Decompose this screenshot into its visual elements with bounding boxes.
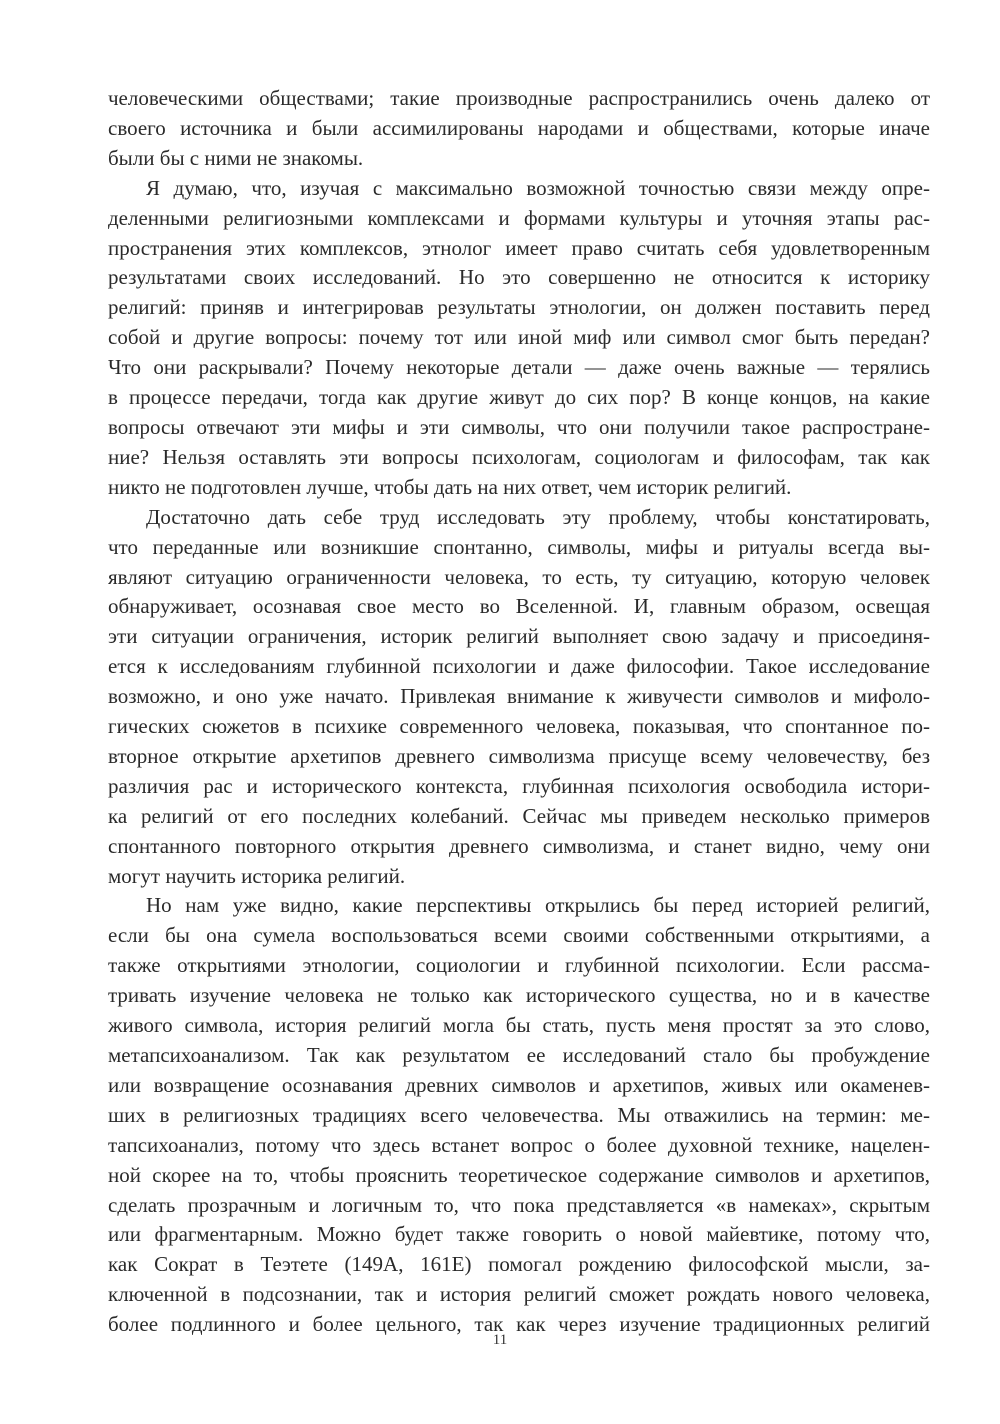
text-line: вопросы отвечают эти мифы и эти символы, что они получили такое распростране- bbox=[108, 414, 930, 439]
text-line: живого символа, история религий могла бы стать, пусть меня простят за это слово, bbox=[108, 1013, 930, 1038]
paragraph bbox=[108, 891, 930, 1340]
paragraph bbox=[108, 174, 930, 503]
text-line: были бы с ними не знакомы. bbox=[108, 145, 364, 170]
text-line: ключенной в подсознании, так и история религий сможет рождать нового человека, bbox=[108, 1282, 930, 1307]
text-line: Достаточно дать себе труд исследовать эту проблему, чтобы констатировать, bbox=[146, 504, 930, 529]
paragraph bbox=[108, 84, 930, 174]
text-line: что переданные или возникшие спонтанно, символы, мифы и ритуалы всегда вы- bbox=[108, 534, 930, 559]
text-line: возможно, и оно уже начато. Привлекая внимание к живучести символов и мифоло- bbox=[108, 684, 930, 709]
text-line: пространения этих комплексов, этнолог имеет право считать себя удовлетворенным bbox=[108, 235, 930, 260]
page-number: 11 bbox=[492, 1332, 508, 1348]
text-line: являют ситуацию ограниченности человека, то есть, ту ситуацию, которую человек bbox=[108, 564, 930, 589]
text-line: своего источника и были ассимилированы народами и обществами, которые иначе bbox=[108, 115, 930, 140]
text-line: могут научить историка религий. bbox=[108, 863, 406, 888]
text-line: ние? Нельзя оставлять эти вопросы психологам, социологам и философам, так как bbox=[108, 444, 930, 469]
text-line: собой и другие вопросы: почему тот или иной миф или символ смог быть передан? bbox=[108, 325, 930, 350]
text-line: результатами своих исследований. Но это совершенно не относится к историку bbox=[108, 265, 930, 290]
text-line: деленными религиозными комплексами и формами культуры и уточняя этапы рас- bbox=[108, 205, 930, 230]
text-line: Что они раскрывали? Почему некоторые детали — даже очень важные — терялись bbox=[108, 355, 930, 380]
text-line: или возвращение осознавания древних символов и архетипов, живых или окаменев- bbox=[108, 1072, 930, 1097]
text-line: в процессе передачи, тогда как другие живут до сих пор? В конце концов, на какие bbox=[108, 385, 930, 410]
text-line: или фрагментарным. Можно будет также говорить о новой майевтике, потому что, bbox=[108, 1222, 930, 1247]
body-text bbox=[108, 84, 930, 1340]
text-line: ется к исследованиям глубинной психологии и даже философии. Такое исследование bbox=[108, 654, 930, 679]
text-line: гических сюжетов в психике современного человека, показывая, что спонтанное по- bbox=[108, 714, 930, 739]
text-line: человеческими обществами; такие производные распространились очень далеко от bbox=[108, 86, 930, 110]
text-line: эти ситуации ограничения, историк религий выполняет свою задачу и присоединя- bbox=[108, 624, 930, 649]
text-line: обнаруживает, осознавая свое место во Вселенной. И, главным образом, освещая bbox=[108, 594, 930, 619]
text-line: если бы она сумела воспользоваться всеми своими собственными открытиями, а bbox=[108, 923, 930, 948]
text-line: ка религий от его последних колебаний. Сейчас мы приведем несколько примеров bbox=[108, 803, 930, 828]
text-line: тапсихоанализ, потому что здесь встанет вопрос о более духовной технике, нацелен- bbox=[108, 1132, 930, 1157]
text-line: также открытиями этнологии, социологии и глубинной психологии. Если рассма- bbox=[108, 953, 930, 978]
text-line: религий: приняв и интегрировав результаты этнологии, он должен поставить перед bbox=[108, 295, 930, 320]
text-line: Я думаю, что, изучая с максимально возможной точностью связи между опре- bbox=[146, 175, 930, 200]
text-line: ших в религиозных традициях всего человечества. Мы отважились на термин: ме- bbox=[108, 1102, 930, 1127]
text-line: различия рас и исторического контекста, глубинная психология освободила истори- bbox=[108, 773, 930, 798]
text-line: никто не подготовлен лучше, чтобы дать на них ответ, чем историк религий. bbox=[108, 474, 792, 499]
text-line: как Сократ в Теэтете (149А, 161Е) помогал рождению философской мысли, за- bbox=[108, 1252, 930, 1277]
text-line: спонтанного повторного открытия древнего символизма, и станет видно, чему они bbox=[108, 833, 930, 858]
text-line: ной скорее на то, чтобы прояснить теоретическое содержание символов и архетипов, bbox=[108, 1162, 930, 1187]
text-line: тривать изучение человека не только как исторического существа, но и в качестве bbox=[108, 983, 930, 1008]
text-line: сделать прозрачным и логичным то, что пока представляется «в намеках», скрытым bbox=[108, 1192, 930, 1217]
text-line: вторное открытие архетипов древнего символизма присуще всему человечеству, без bbox=[108, 743, 930, 768]
text-line: Но нам уже видно, какие перспективы открылись бы перед историей религий, bbox=[146, 893, 930, 918]
text-line: метапсихоанализом. Так как результатом ее исследований стало бы пробуждение bbox=[108, 1043, 930, 1067]
paragraph bbox=[108, 503, 930, 892]
text-line: более подлинного и более цельного, так как через изучение традиционных религий bbox=[108, 1312, 930, 1337]
